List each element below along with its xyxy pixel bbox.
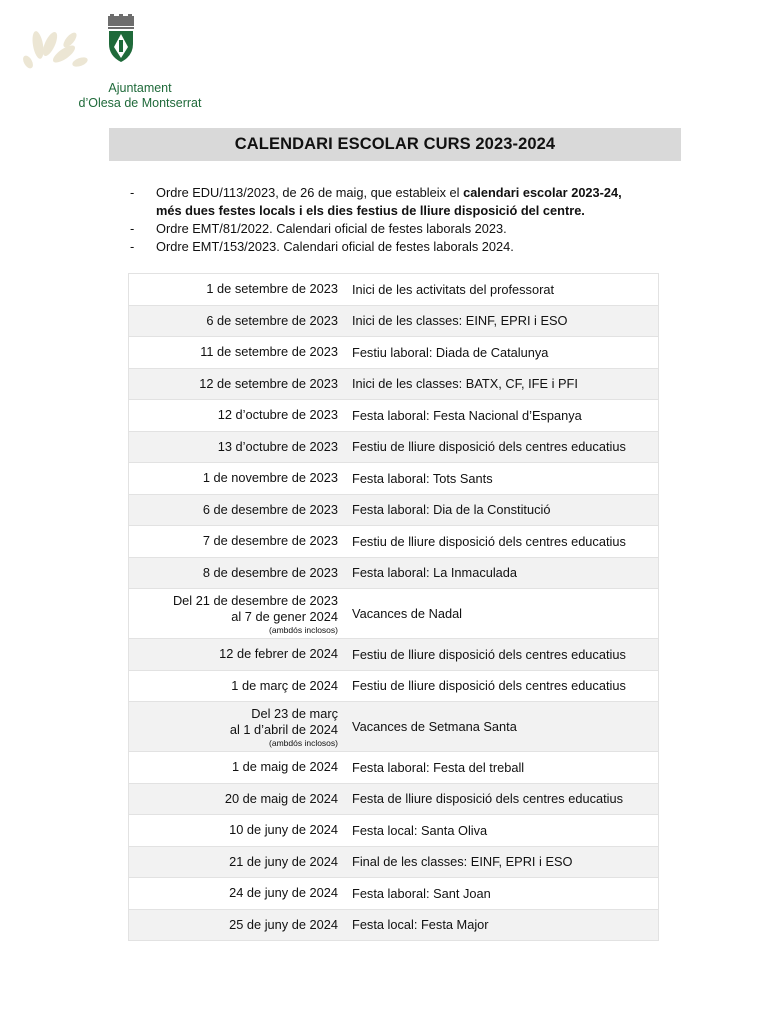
date-range-start: Del 21 de desembre de 2023 (172, 592, 338, 608)
description-cell: Festiu de lliure disposició dels centres educatius (346, 639, 659, 671)
description-cell: Inici de les activitats del professorat (346, 274, 659, 306)
description-cell: Festa laboral: Tots Sants (346, 463, 659, 495)
description-cell: Festa local: Festa Major (346, 909, 659, 941)
description-cell: Festa local: Santa Oliva (346, 815, 659, 847)
title-bar (109, 128, 681, 161)
date-cell: 1 de març de 2024 (129, 670, 347, 702)
description-cell: Festiu de lliure disposició dels centres educatius (346, 670, 659, 702)
description-cell: Festa laboral: La Inmaculada (346, 557, 659, 589)
table-row (129, 589, 659, 639)
date-cell: 10 de juny de 2024 (129, 815, 347, 847)
organisation-name-line1: Ajuntament (108, 81, 172, 95)
date-cell: 7 de desembre de 2023 (129, 526, 347, 558)
ajuntament-logo (18, 12, 218, 110)
table-row (129, 670, 659, 702)
reference-bold-text: més dues festes locals i els dies festius de lliure disposició del centre. (156, 203, 585, 218)
date-range-cell (129, 589, 347, 639)
date-range-start: Del 23 de març (251, 705, 338, 721)
description-cell: Festiu de lliure disposició dels centres educatius (346, 431, 659, 463)
reference-list (130, 184, 690, 256)
page-title: CALENDARI ESCOLAR CURS 2023-2024 (234, 135, 556, 153)
table-row (129, 846, 659, 878)
table-row (129, 274, 659, 306)
table-row (129, 702, 659, 752)
description-cell: Inici de les classes: EINF, EPRI i ESO (346, 305, 659, 337)
date-cell: 20 de maig de 2024 (129, 783, 347, 815)
school-calendar-table (128, 273, 659, 941)
date-cell: 1 de novembre de 2023 (129, 463, 347, 495)
reference-item (130, 184, 690, 220)
date-cell: 1 de maig de 2024 (129, 752, 347, 784)
date-cell: 12 de setembre de 2023 (129, 368, 347, 400)
table-row (129, 815, 659, 847)
table-row (129, 494, 659, 526)
date-cell: 6 de setembre de 2023 (129, 305, 347, 337)
reference-text: Ordre EDU/113/2023, de 26 de maig, que estableix el (156, 185, 464, 200)
date-cell: 12 de febrer de 2024 (129, 639, 347, 671)
description-cell: Vacances de Setmana Santa (346, 702, 659, 752)
date-cell: 1 de setembre de 2023 (129, 274, 347, 306)
coat-of-arms-icon (104, 14, 138, 64)
date-range-end: al 1 d’abril de 2024 (229, 721, 338, 737)
description-cell: Festiu laboral: Diada de Catalunya (346, 337, 659, 369)
table-row (129, 368, 659, 400)
date-cell: 24 de juny de 2024 (129, 878, 347, 910)
description-cell: Inici de les classes: BATX, CF, IFE i PFI (346, 368, 659, 400)
reference-text: Ordre EMT/81/2022. Calendari oficial de festes laborals 2023. (156, 221, 507, 236)
table-row (129, 526, 659, 558)
description-cell: Festiu de lliure disposició dels centres educatius (346, 526, 659, 558)
list-dash: - (130, 185, 135, 200)
reference-item (130, 220, 690, 238)
reference-item (130, 238, 690, 256)
description-cell: Festa laboral: Dia de la Constitució (346, 494, 659, 526)
description-cell: Festa laboral: Festa del treball (346, 752, 659, 784)
table-row (129, 878, 659, 910)
date-cell: 8 de desembre de 2023 (129, 557, 347, 589)
organisation-name-line2: d’Olesa de Montserrat (78, 96, 202, 110)
table-row (129, 557, 659, 589)
description-cell: Festa laboral: Festa Nacional d’Espanya (346, 400, 659, 432)
description-cell: Festa laboral: Sant Joan (346, 878, 659, 910)
description-cell: Vacances de Nadal (346, 589, 659, 639)
organisation-name (70, 81, 210, 111)
description-cell: Festa de lliure disposició dels centres educatius (346, 783, 659, 815)
table-row (129, 463, 659, 495)
date-cell: 11 de setembre de 2023 (129, 337, 347, 369)
date-range-end: al 7 de gener 2024 (231, 608, 338, 624)
reference-text: Ordre EMT/153/2023. Calendari oficial de festes laborals 2024. (156, 239, 514, 254)
date-cell: 21 de juny de 2024 (129, 846, 347, 878)
table-row (129, 305, 659, 337)
date-cell: 25 de juny de 2024 (129, 909, 347, 941)
list-dash: - (130, 239, 135, 254)
table-row (129, 431, 659, 463)
date-cell: 6 de desembre de 2023 (129, 494, 347, 526)
table-row (129, 337, 659, 369)
table-row (129, 783, 659, 815)
table-row (129, 909, 659, 941)
table-row (129, 400, 659, 432)
date-cell: 12 d’octubre de 2023 (129, 400, 347, 432)
date-cell: 13 d’octubre de 2023 (129, 431, 347, 463)
reference-bold-text: calendari escolar 2023-24, (463, 185, 622, 200)
date-range-note: (ambdós inclosos) (269, 737, 338, 748)
date-range-note: (ambdós inclosos) (269, 624, 338, 635)
date-range-cell (129, 702, 347, 752)
table-row (129, 639, 659, 671)
list-dash: - (130, 221, 135, 236)
description-cell: Final de les classes: EINF, EPRI i ESO (346, 846, 659, 878)
table-row (129, 752, 659, 784)
